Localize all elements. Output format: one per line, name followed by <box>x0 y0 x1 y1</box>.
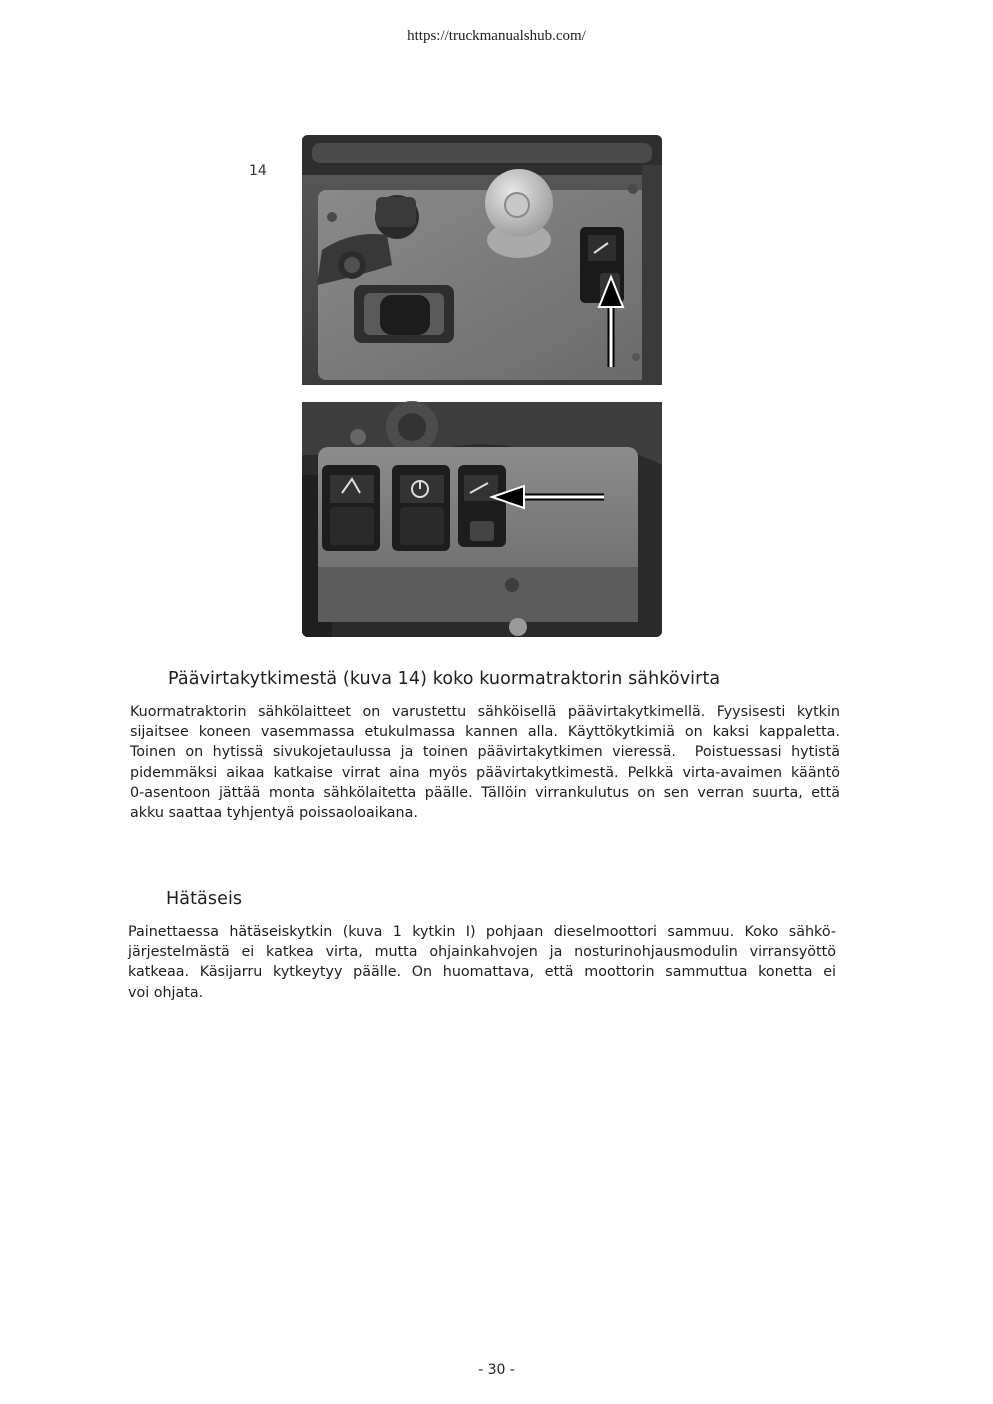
paragraph-line: sijaitsee koneen vasemmassa etukulmassa kannen alla. Käyttökytkimiä on kaksi kappaletta. <box>130 724 840 741</box>
figure-photo <box>302 135 662 637</box>
paragraph-line: järjestelmästä ei katkea virta, mutta ohjainkahvojen ja nosturinohjausmodulin virransyöttö <box>128 944 836 961</box>
section-heading-main-switch: Päävirtakytkimestä (kuva 14) koko kuormatraktorin sähkövirta <box>168 669 721 689</box>
header-url: https://truckmanualshub.com/ <box>407 28 586 44</box>
section-paragraph-main-switch <box>130 702 840 823</box>
section-paragraph-emergency-stop <box>128 922 836 1003</box>
paragraph-line: akku saattaa tyhjentyä poissaoloaikana. <box>130 805 418 822</box>
paragraph-line: Toinen on hytissä sivukojetaulussa ja toinen päävirtakytkimen vieressä. Poistuessasi hytistä <box>130 744 840 761</box>
paragraph-line: katkeaa. Käsijarru kytkeytyy päälle. On huomattava, että moottorin sammuttua konetta ei <box>128 964 836 981</box>
paragraph-line: 0-asentoon jättää monta sähkölaitetta päälle. Tällöin virrankulutus on sen verran suurta, että <box>130 784 840 801</box>
paragraph-line: pidemmäksi aikaa katkaise virrat aina myös päävirtakytkimestä. Pelkkä virta-avaimen kääntö <box>130 764 840 781</box>
paragraph-line: Painettaessa hätäseiskytkin (kuva 1 kytkin I) pohjaan dieselmoottori sammuu. Koko sähkö- <box>128 924 836 940</box>
page-number: - 30 - <box>478 1362 515 1378</box>
paragraph-line: Kuormatraktorin sähkölaitteet on varustettu sähköisellä päävirtakytkimellä. Fyysisesti kytkin <box>130 704 840 720</box>
figure-number: 14 <box>249 163 267 179</box>
paragraph-line: voi ohjata. <box>128 984 204 1001</box>
section-heading-emergency-stop: Hätäseis <box>166 889 243 909</box>
